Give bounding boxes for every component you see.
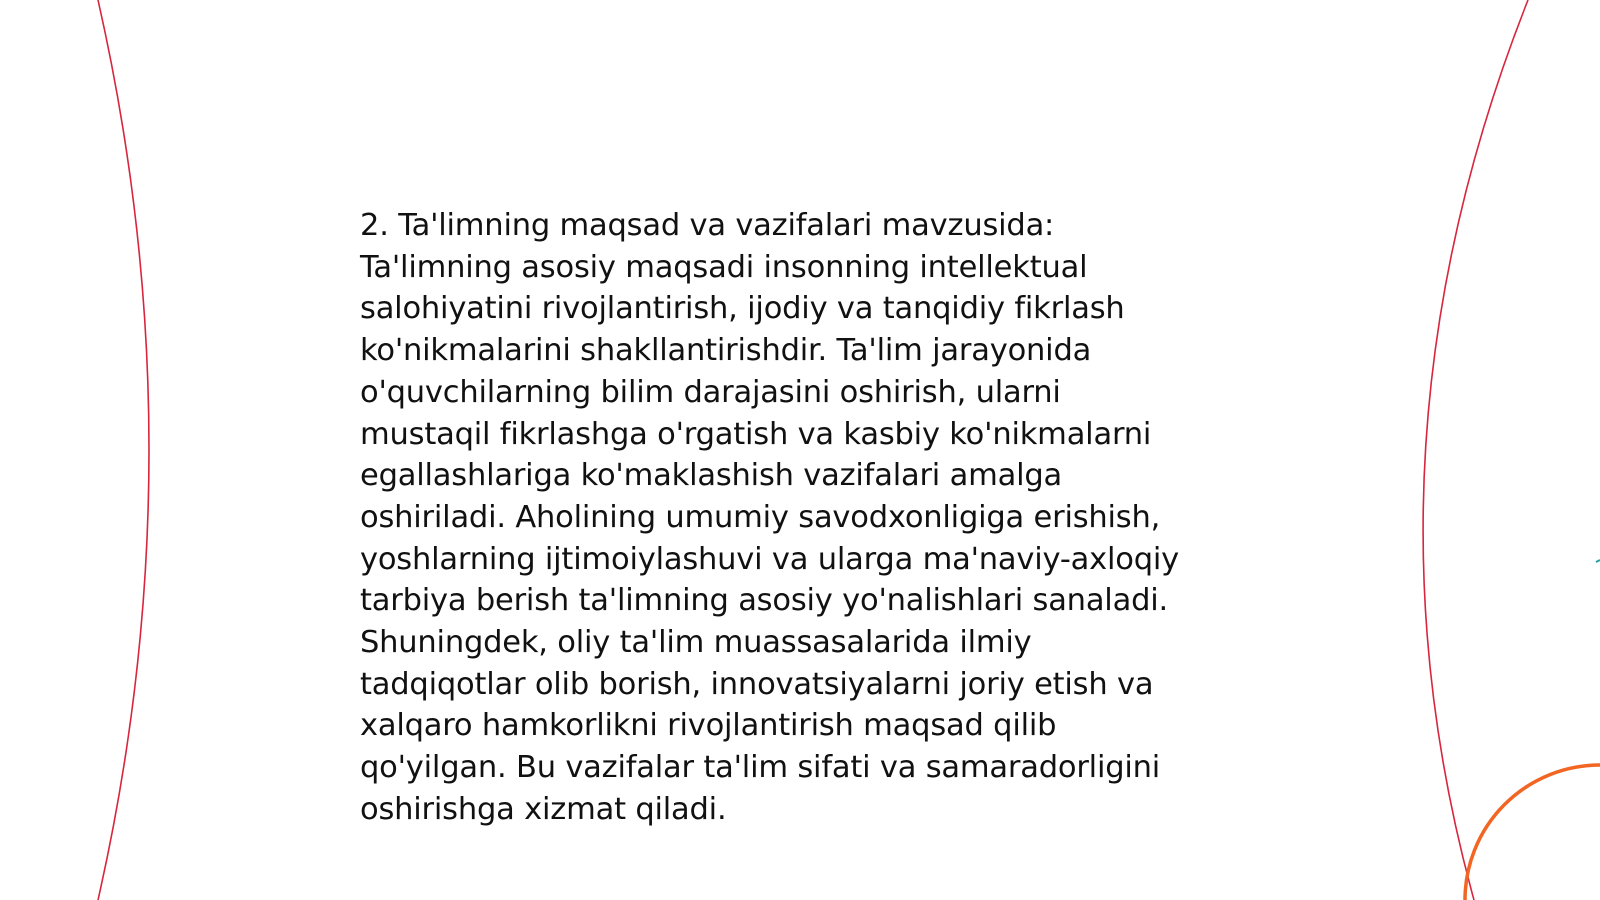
- text-line: yoshlarning ijtimoiylashuvi va ularga ma'naviy-axloqiy: [360, 541, 1179, 577]
- text-line: Ta'limning asosiy maqsadi insonning intellektual: [360, 249, 1088, 285]
- text-line: Shuningdek, oliy ta'lim muassasalarida ilmiy: [360, 625, 1032, 661]
- text-line: mustaqil fikrlashga o'rgatish va kasbiy ko'nikmalarni: [360, 416, 1152, 452]
- text-line: qo'yilgan. Bu vazifalar ta'lim sifati va samaradorligini: [360, 750, 1161, 786]
- text-line: oshiriladi. Aholining umumiy savodxonligiga erishish,: [360, 499, 1161, 535]
- right-arc-line: [1423, 0, 1528, 900]
- text-line: xalqaro hamkorlikni rivojlantirish maqsad qilib: [360, 708, 1057, 744]
- text-line: 2. Ta'limning maqsad va vazifalari mavzusida:: [360, 208, 1055, 243]
- teal-accent-mark: [1596, 560, 1600, 562]
- text-line: egallashlariga ko'maklashish vazifalari amalga: [360, 458, 1062, 494]
- text-line: ko'nikmalarini shakllantirishdir. Ta'lim jarayonida: [360, 333, 1092, 369]
- text-line: tadqiqotlar olib borish, innovatsiyalarni joriy etish va: [360, 666, 1154, 702]
- left-arc-line: [98, 0, 149, 900]
- text-line: tarbiya berish ta'limning asosiy yo'nalishlari sanaladi.: [360, 583, 1168, 619]
- text-line: oshirishga xizmat qiladi.: [360, 791, 727, 827]
- text-line: salohiyatini rivojlantirish, ijodiy va tanqidiy fikrlash: [360, 291, 1125, 327]
- body-text: [360, 205, 1260, 831]
- text-line: o'quvchilarning bilim darajasini oshirish, ularni: [360, 374, 1061, 410]
- orange-circle-outline: [1465, 765, 1600, 900]
